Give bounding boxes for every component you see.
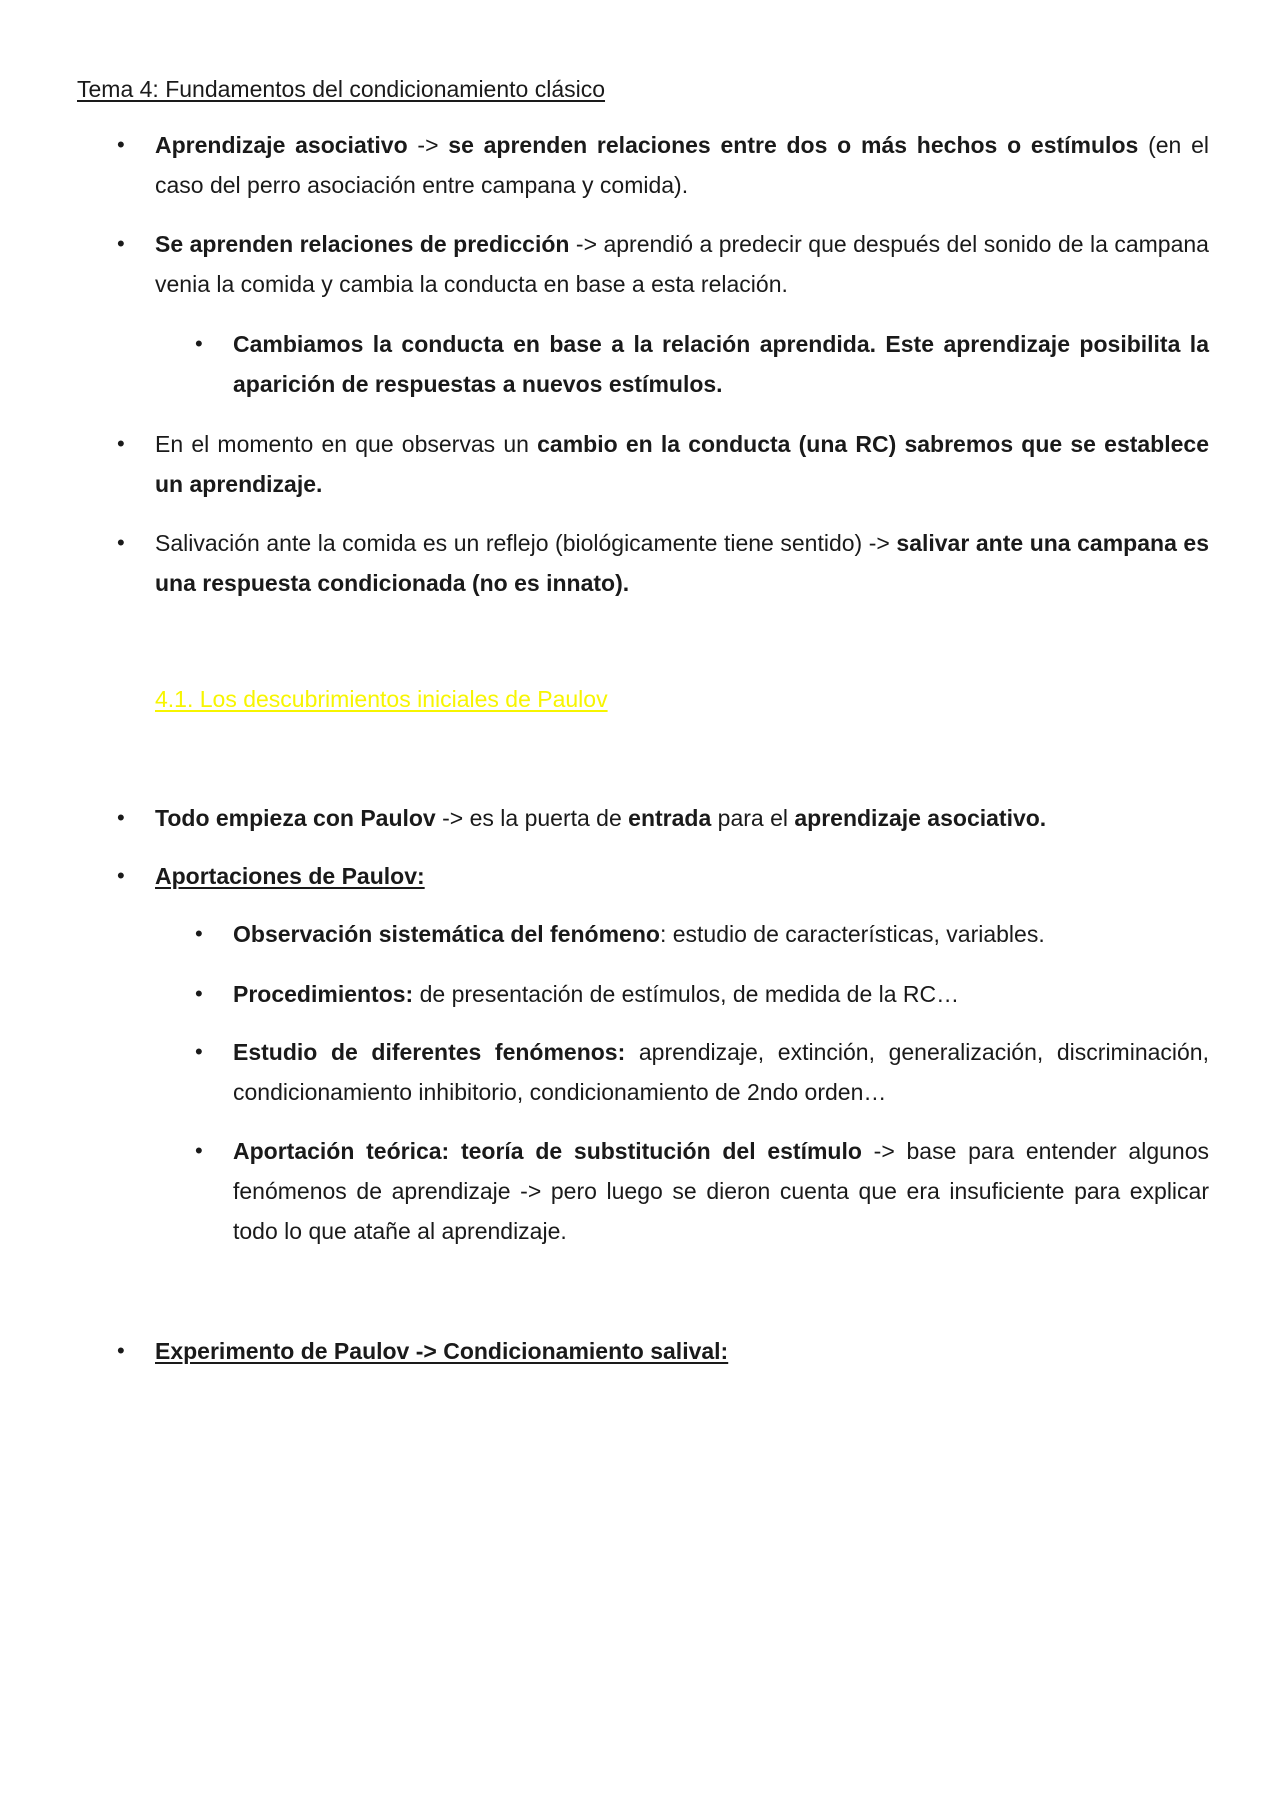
list-item: • Todo empieza con Paulov -> es la puerta de entrada para el aprendizaje asociativo. — [155, 798, 1209, 838]
list-item: • Procedimientos: de presentación de estímulos, de medida de la RC… — [233, 974, 1209, 1014]
list-item: • Se aprenden relaciones de predicción -> aprendió a predecir que después del sonido de la campana venia la comida y cambia la conducta en base a esta relación. — [155, 224, 1209, 304]
bullet-icon: • — [195, 1039, 203, 1064]
bullet-icon: • — [117, 530, 125, 555]
list-item: • Experimento de Paulov -> Condicionamiento salival: — [155, 1331, 1209, 1371]
bullet-icon: • — [195, 921, 203, 946]
bullet-icon: • — [117, 1338, 125, 1363]
bullet-icon: • — [195, 1138, 203, 1163]
list-item: • Observación sistemática del fenómeno: estudio de características, variables. — [233, 914, 1209, 954]
section-heading: 4.1. Los descubrimientos iniciales de Paulov — [155, 686, 608, 712]
list-item: • Aportación teórica: teoría de substitución del estímulo -> base para entender algunos fenómenos de aprendizaje -> pero luego se dieron cuenta que era insuficiente para explicar todo lo que atañe al aprendizaje. — [233, 1131, 1209, 1251]
list-item: • Aportaciones de Paulov: — [155, 856, 1209, 896]
bullet-icon: • — [117, 231, 125, 256]
bullet-icon: • — [117, 132, 125, 157]
bullet-icon: • — [117, 431, 125, 456]
list-item: • Cambiamos la conducta en base a la relación aprendida. Este aprendizaje posibilita la aparición de respuestas a nuevos estímulos. — [233, 324, 1209, 404]
page-title: Tema 4: Fundamentos del condicionamiento clásico — [77, 76, 606, 102]
bullet-icon: • — [195, 331, 203, 356]
bullet-icon: • — [117, 863, 125, 888]
list-item: • Estudio de diferentes fenómenos: aprendizaje, extinción, generalización, discriminación, condicionamiento inhibitorio, condicionamiento de 2ndo orden… — [233, 1032, 1209, 1112]
list-item: • Aprendizaje asociativo -> se aprenden relaciones entre dos o más hechos o estímulos (en el caso del perro asociación entre campana y comida). — [155, 125, 1209, 205]
list-item: • En el momento en que observas un cambio en la conducta (una RC) sabremos que se establece un aprendizaje. — [155, 424, 1209, 504]
bullet-icon: • — [195, 981, 203, 1006]
bullet-icon: • — [117, 805, 125, 830]
list-item: • Salivación ante la comida es un reflejo (biológicamente tiene sentido) -> salivar ante una campana es una respuesta condicionada (no es innato). — [155, 523, 1209, 603]
